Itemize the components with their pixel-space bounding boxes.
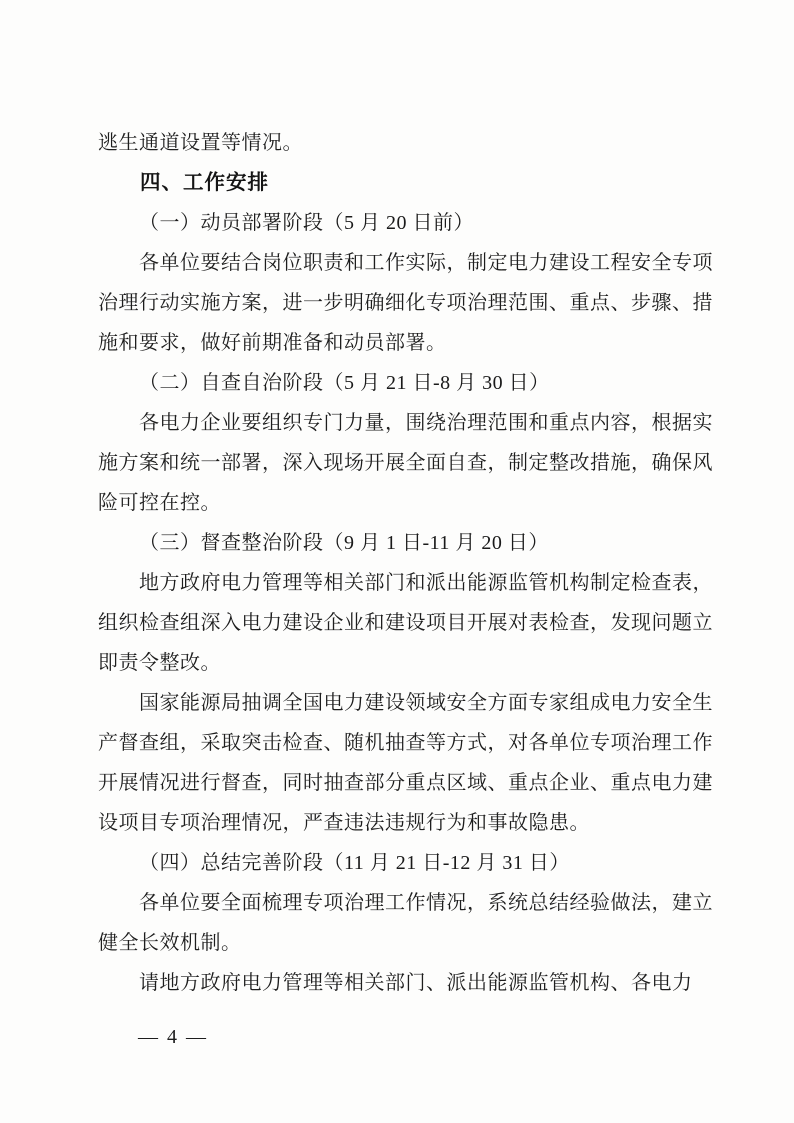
paragraph: 各电力企业要组织专门力量，围绕治理范围和重点内容，根据实施方案和统一部署，深入现场开展全面自查，制定整改措施，确保风险可控在控。 [98, 412, 713, 514]
subsection-heading: （一）动员部署阶段（5 月 20 日前） [139, 212, 474, 234]
subsection-heading: （二）自查自治阶段（5 月 21 日-8 月 30 日） [139, 372, 550, 394]
paragraph: 国家能源局抽调全国电力建设领域安全方面专家组成电力安全生产督查组，采取突击检查、随机抽查等方式，对各单位专项治理工作开展情况进行督查，同时抽查部分重点区域、重点企业、重点电力建设项目专项治理情况，严查违法违规行为和事故隐患。 [98, 692, 713, 834]
paragraph: 各单位要结合岗位职责和工作实际，制定电力建设工程安全专项治理行动实施方案，进一步明确细化专项治理范围、重点、步骤、措施和要求，做好前期准备和动员部署。 [98, 252, 713, 354]
page-number: — 4 — [138, 1026, 208, 1048]
subsection-heading: （三）督查整治阶段（9 月 1 日-11 月 20 日） [139, 532, 549, 554]
paragraph: 逃生通道设置等情况。 [98, 132, 303, 154]
paragraph: 地方政府电力管理等相关部门和派出能源监管机构制定检查表，组织检查组深入电力建设企业和建设项目开展对表检查，发现问题立即责令整改。 [98, 572, 713, 674]
section-heading: 四、工作安排 [140, 171, 270, 194]
paragraph: 请地方政府电力管理等相关部门、派出能源监管机构、各电力 [139, 972, 693, 994]
subsection-heading: （四）总结完善阶段（11 月 21 日-12 月 31 日） [139, 852, 570, 874]
document-body [98, 123, 713, 1003]
paragraph: 各单位要全面梳理专项治理工作情况，系统总结经验做法，建立健全长效机制。 [98, 892, 713, 954]
